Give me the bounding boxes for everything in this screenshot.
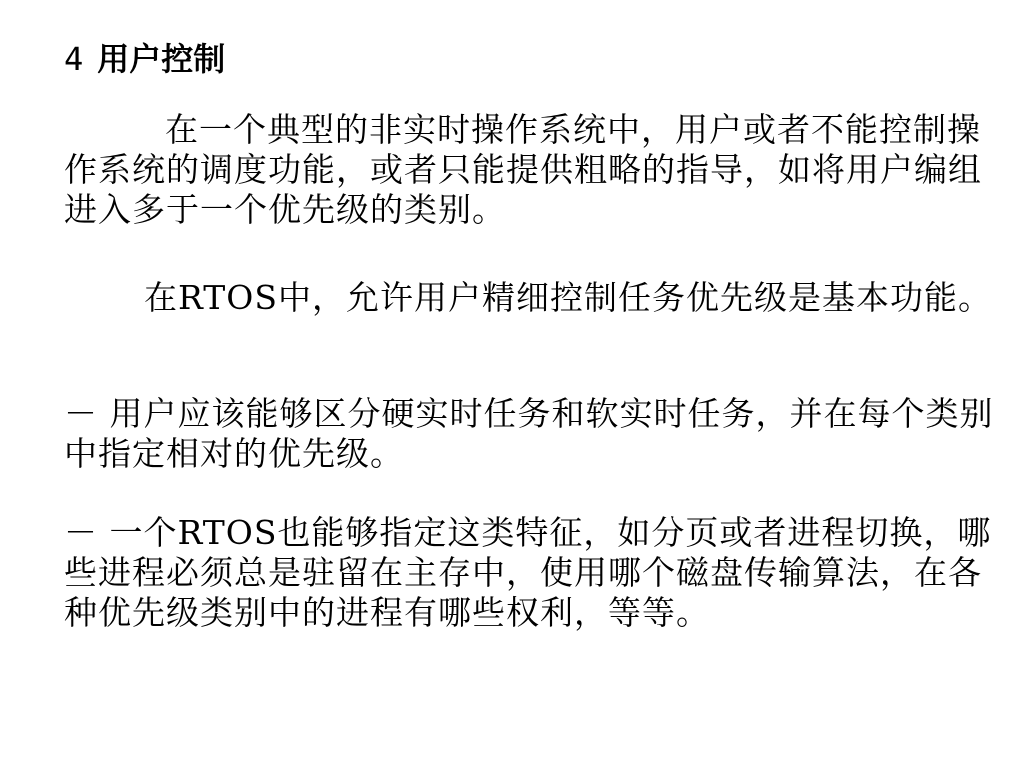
paragraph-rtos: 在RTOS中，允许用户精细控制任务优先级是基本功能。 xyxy=(144,278,992,317)
heading-title: 用户控制 xyxy=(97,40,226,78)
bullet-hard-soft-realtime: － 用户应该能够区分硬实时任务和软实时任务，并在每个类别中指定相对的优先级。 xyxy=(64,394,994,473)
bullet-rtos-features: － 一个RTOS也能够指定这类特征，如分页或者进程切换，哪些进程必须总是驻留在主存中，使用哪个磁盘传输算法，在各种优先级类别中的进程有哪些权利，等等。 xyxy=(64,513,992,632)
slide-heading xyxy=(64,38,225,80)
heading-number: 4 xyxy=(64,40,84,78)
paragraph-intro: 在一个典型的非实时操作系统中，用户或者不能控制操作系统的调度功能，或者只能提供粗略的指导，如将用户编组进入多于一个优先级的类别。 xyxy=(64,110,982,229)
